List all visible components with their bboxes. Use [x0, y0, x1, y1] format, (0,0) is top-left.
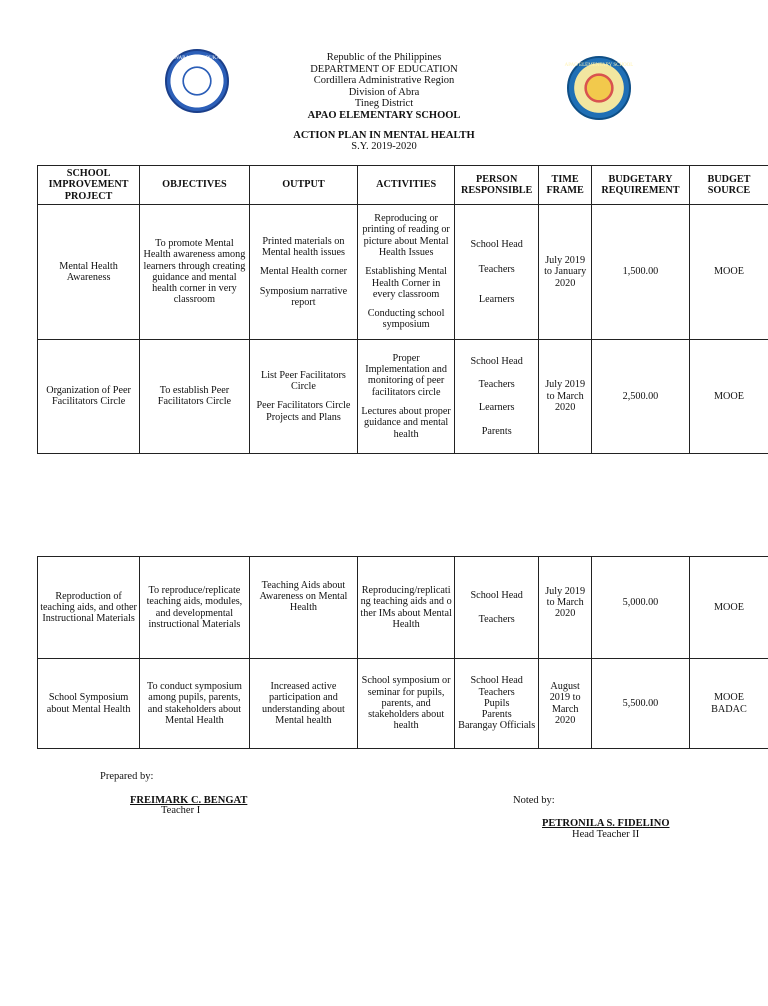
column-header: PERSON RESPONSIBLE [455, 166, 539, 205]
output-item: Peer Facilitators Circle Projects and Plans [256, 400, 351, 423]
person-item: Learners [478, 402, 515, 414]
prepared-by-label: Prepared by: [100, 771, 154, 782]
person-item: Teachers [478, 379, 515, 391]
budget-cell: 1,500.00 [591, 204, 689, 339]
school-name: APAO ELEMENTARY SCHOOL [307, 109, 461, 121]
activity-item: Proper Implementation and monitoring of peer facilitators circle [365, 352, 447, 398]
time-frame-cell: August 2019 to March 2020 [539, 659, 592, 749]
output-item: Symposium narrative report [259, 285, 348, 308]
noted-by-name: PETRONILA S. FIDELINO [542, 818, 670, 829]
action-plan-table-bottom [37, 556, 768, 749]
letterhead-line: DEPARTMENT OF EDUCATION [310, 63, 458, 75]
school-year: S.Y. 2019-2020 [351, 141, 417, 152]
person-item: School Head [470, 590, 523, 602]
output-cell [249, 204, 357, 339]
column-header: BUDGET SOURCE [689, 166, 768, 205]
source-cell: MOOE [689, 557, 768, 659]
budget-text: 5,000.00 [622, 596, 659, 608]
letterhead-line: Tineg District [354, 98, 414, 109]
activity-item: Lectures about proper guidance and mental health [361, 406, 451, 440]
column-header: BUDGETARY REQUIREMENT [591, 166, 689, 205]
letterhead-line: Republic of the Philippines [326, 52, 442, 63]
output-cell: Increased active participation and understanding about Mental health [249, 659, 357, 749]
table-row [38, 557, 768, 659]
person-item: Teachers [478, 613, 515, 625]
person-item: Parents [481, 425, 512, 437]
persons-cell [455, 659, 539, 749]
noted-by-title: Head Teacher II [572, 829, 640, 840]
budget-cell: 5,500.00 [591, 659, 689, 749]
output-item: List Peer Facilitators Circle [260, 369, 346, 393]
objectives-cell: To promote Mental Health awareness among learners through creating guidance and mental health corner in very classroom [140, 204, 250, 339]
time-frame-cell: July 2019 to March 2020 [539, 339, 592, 453]
activity-item: Conducting school symposium [367, 308, 445, 331]
output-item: Mental Health corner [259, 266, 347, 278]
person-item: Barangay Officials [458, 720, 536, 732]
output-cell [249, 339, 357, 453]
person-item: Teachers [478, 264, 515, 276]
column-header: OUTPUT [249, 166, 357, 205]
letterhead-line: Division of Abra [348, 86, 420, 98]
activity-item: Reproducing or printing of reading or picture about Mental Health Issues [362, 213, 450, 258]
budget-cell [591, 557, 689, 659]
source-cell: MOOE BADAC [689, 659, 768, 749]
activities-cell [358, 204, 455, 339]
project-cell: School Symposium about Mental Health [38, 659, 140, 749]
column-header: TIME FRAME [539, 166, 592, 205]
table-row [38, 339, 768, 453]
time-frame-cell: July 2019 to January 2020 [539, 204, 592, 339]
project-cell: Organization of Peer Facilitators Circle [38, 339, 140, 453]
letterhead [0, 52, 768, 121]
column-header: SCHOOL IMPROVEMENT PROJECT [38, 166, 140, 205]
table-row [38, 659, 768, 749]
person-item: Learners [478, 293, 515, 305]
activities-cell [358, 557, 455, 659]
objectives-cell: To reproduce/replicate teaching aids, modules, and developmental instructional Materials [140, 557, 250, 659]
budget-cell: 2,500.00 [591, 339, 689, 453]
table-header-row [38, 166, 768, 205]
activity-item: Establishing Mental Health Corner in every classroom [365, 266, 447, 300]
project-cell: Mental Health Awareness [38, 204, 140, 339]
source-cell: MOOE [689, 204, 768, 339]
objectives-cell: To conduct symposium among pupils, parents, and stakeholders about Mental Health [140, 659, 250, 749]
activities-cell: School symposium or seminar for pupils, parents, and stakeholders about health [358, 659, 455, 749]
persons-cell [455, 204, 539, 339]
person-item: Teachers [478, 686, 515, 698]
document-title: ACTION PLAN IN MENTAL HEALTH [293, 130, 475, 141]
person-item: School Head [470, 675, 523, 687]
person-item: Pupils [483, 697, 510, 709]
project-cell: Reproduction of teaching aids, and other Instructional Materials [38, 557, 140, 659]
action-plan-table-top [37, 165, 768, 454]
activity-item: Reproducing/replicating teaching aids and other IMs about Mental Health [360, 584, 452, 630]
deped-seal-text: KAGAWARAN NG EDUKASYON [160, 55, 234, 61]
column-header: ACTIVITIES [358, 166, 455, 205]
output-item: Printed materials on Mental health issues [261, 235, 346, 258]
source-cell: MOOE [689, 339, 768, 453]
activities-cell [358, 339, 455, 453]
noted-by-label: Noted by: [513, 795, 555, 806]
output-item: Teaching Aids about Awareness on Mental Health [259, 579, 348, 614]
output-cell [249, 557, 357, 659]
table-row [38, 204, 768, 339]
school-seal-text: APAO ELEMENTARY SCHOOL [564, 62, 634, 68]
column-header: OBJECTIVES [140, 166, 250, 205]
persons-cell [455, 339, 539, 453]
person-item: Parents [481, 709, 512, 721]
prepared-by-name: FREIMARK C. BENGAT [130, 795, 248, 806]
letterhead-line: Cordillera Administrative Region [313, 75, 455, 86]
persons-cell [455, 557, 539, 659]
objectives-cell: To establish Peer Facilitators Circle [140, 339, 250, 453]
time-frame-cell [539, 557, 592, 659]
person-item: School Head [470, 355, 523, 367]
person-item: School Head [470, 238, 523, 250]
time-frame-text: July 2019 to March 2020 [545, 585, 586, 620]
prepared-by-title: Teacher I [161, 805, 201, 816]
